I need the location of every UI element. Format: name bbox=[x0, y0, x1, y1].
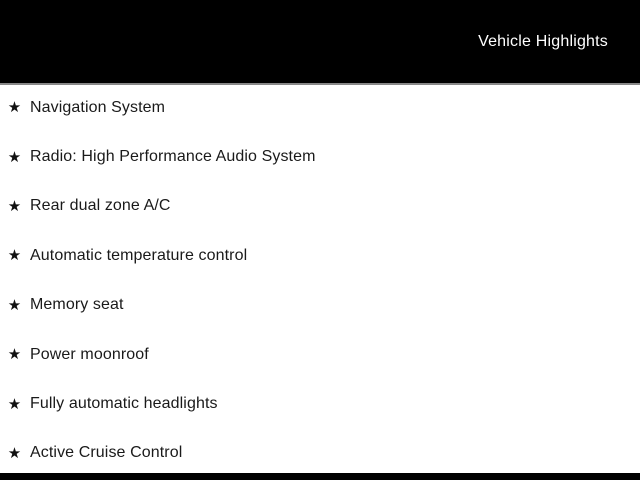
star-icon: ★ bbox=[7, 197, 22, 215]
footer-bar bbox=[0, 473, 640, 480]
feature-label: Automatic temperature control bbox=[30, 246, 248, 264]
feature-label: Fully automatic headlights bbox=[30, 395, 218, 413]
star-icon: ★ bbox=[7, 346, 22, 364]
feature-label: Power moonroof bbox=[30, 345, 149, 363]
list-item bbox=[0, 330, 640, 379]
list-item bbox=[0, 281, 640, 330]
star-icon: ★ bbox=[7, 247, 22, 265]
feature-label: Memory seat bbox=[30, 296, 124, 314]
star-icon: ★ bbox=[7, 444, 22, 462]
feature-label: Rear dual zone A/C bbox=[30, 197, 171, 215]
page-title: Vehicle Highlights bbox=[478, 32, 608, 50]
feature-label: Active Cruise Control bbox=[30, 444, 183, 462]
star-icon: ★ bbox=[7, 395, 22, 413]
list-item bbox=[0, 231, 640, 280]
star-icon: ★ bbox=[7, 148, 22, 166]
list-item bbox=[0, 83, 640, 132]
feature-label: Navigation System bbox=[30, 98, 166, 116]
list-item bbox=[0, 182, 640, 231]
vehicle-highlights-list bbox=[0, 83, 640, 478]
star-icon: ★ bbox=[7, 296, 22, 314]
star-icon: ★ bbox=[7, 99, 22, 117]
list-item bbox=[0, 379, 640, 428]
list-item bbox=[0, 429, 640, 478]
header-bar bbox=[0, 0, 640, 85]
list-item bbox=[0, 132, 640, 181]
feature-label: Radio: High Performance Audio System bbox=[30, 148, 316, 166]
